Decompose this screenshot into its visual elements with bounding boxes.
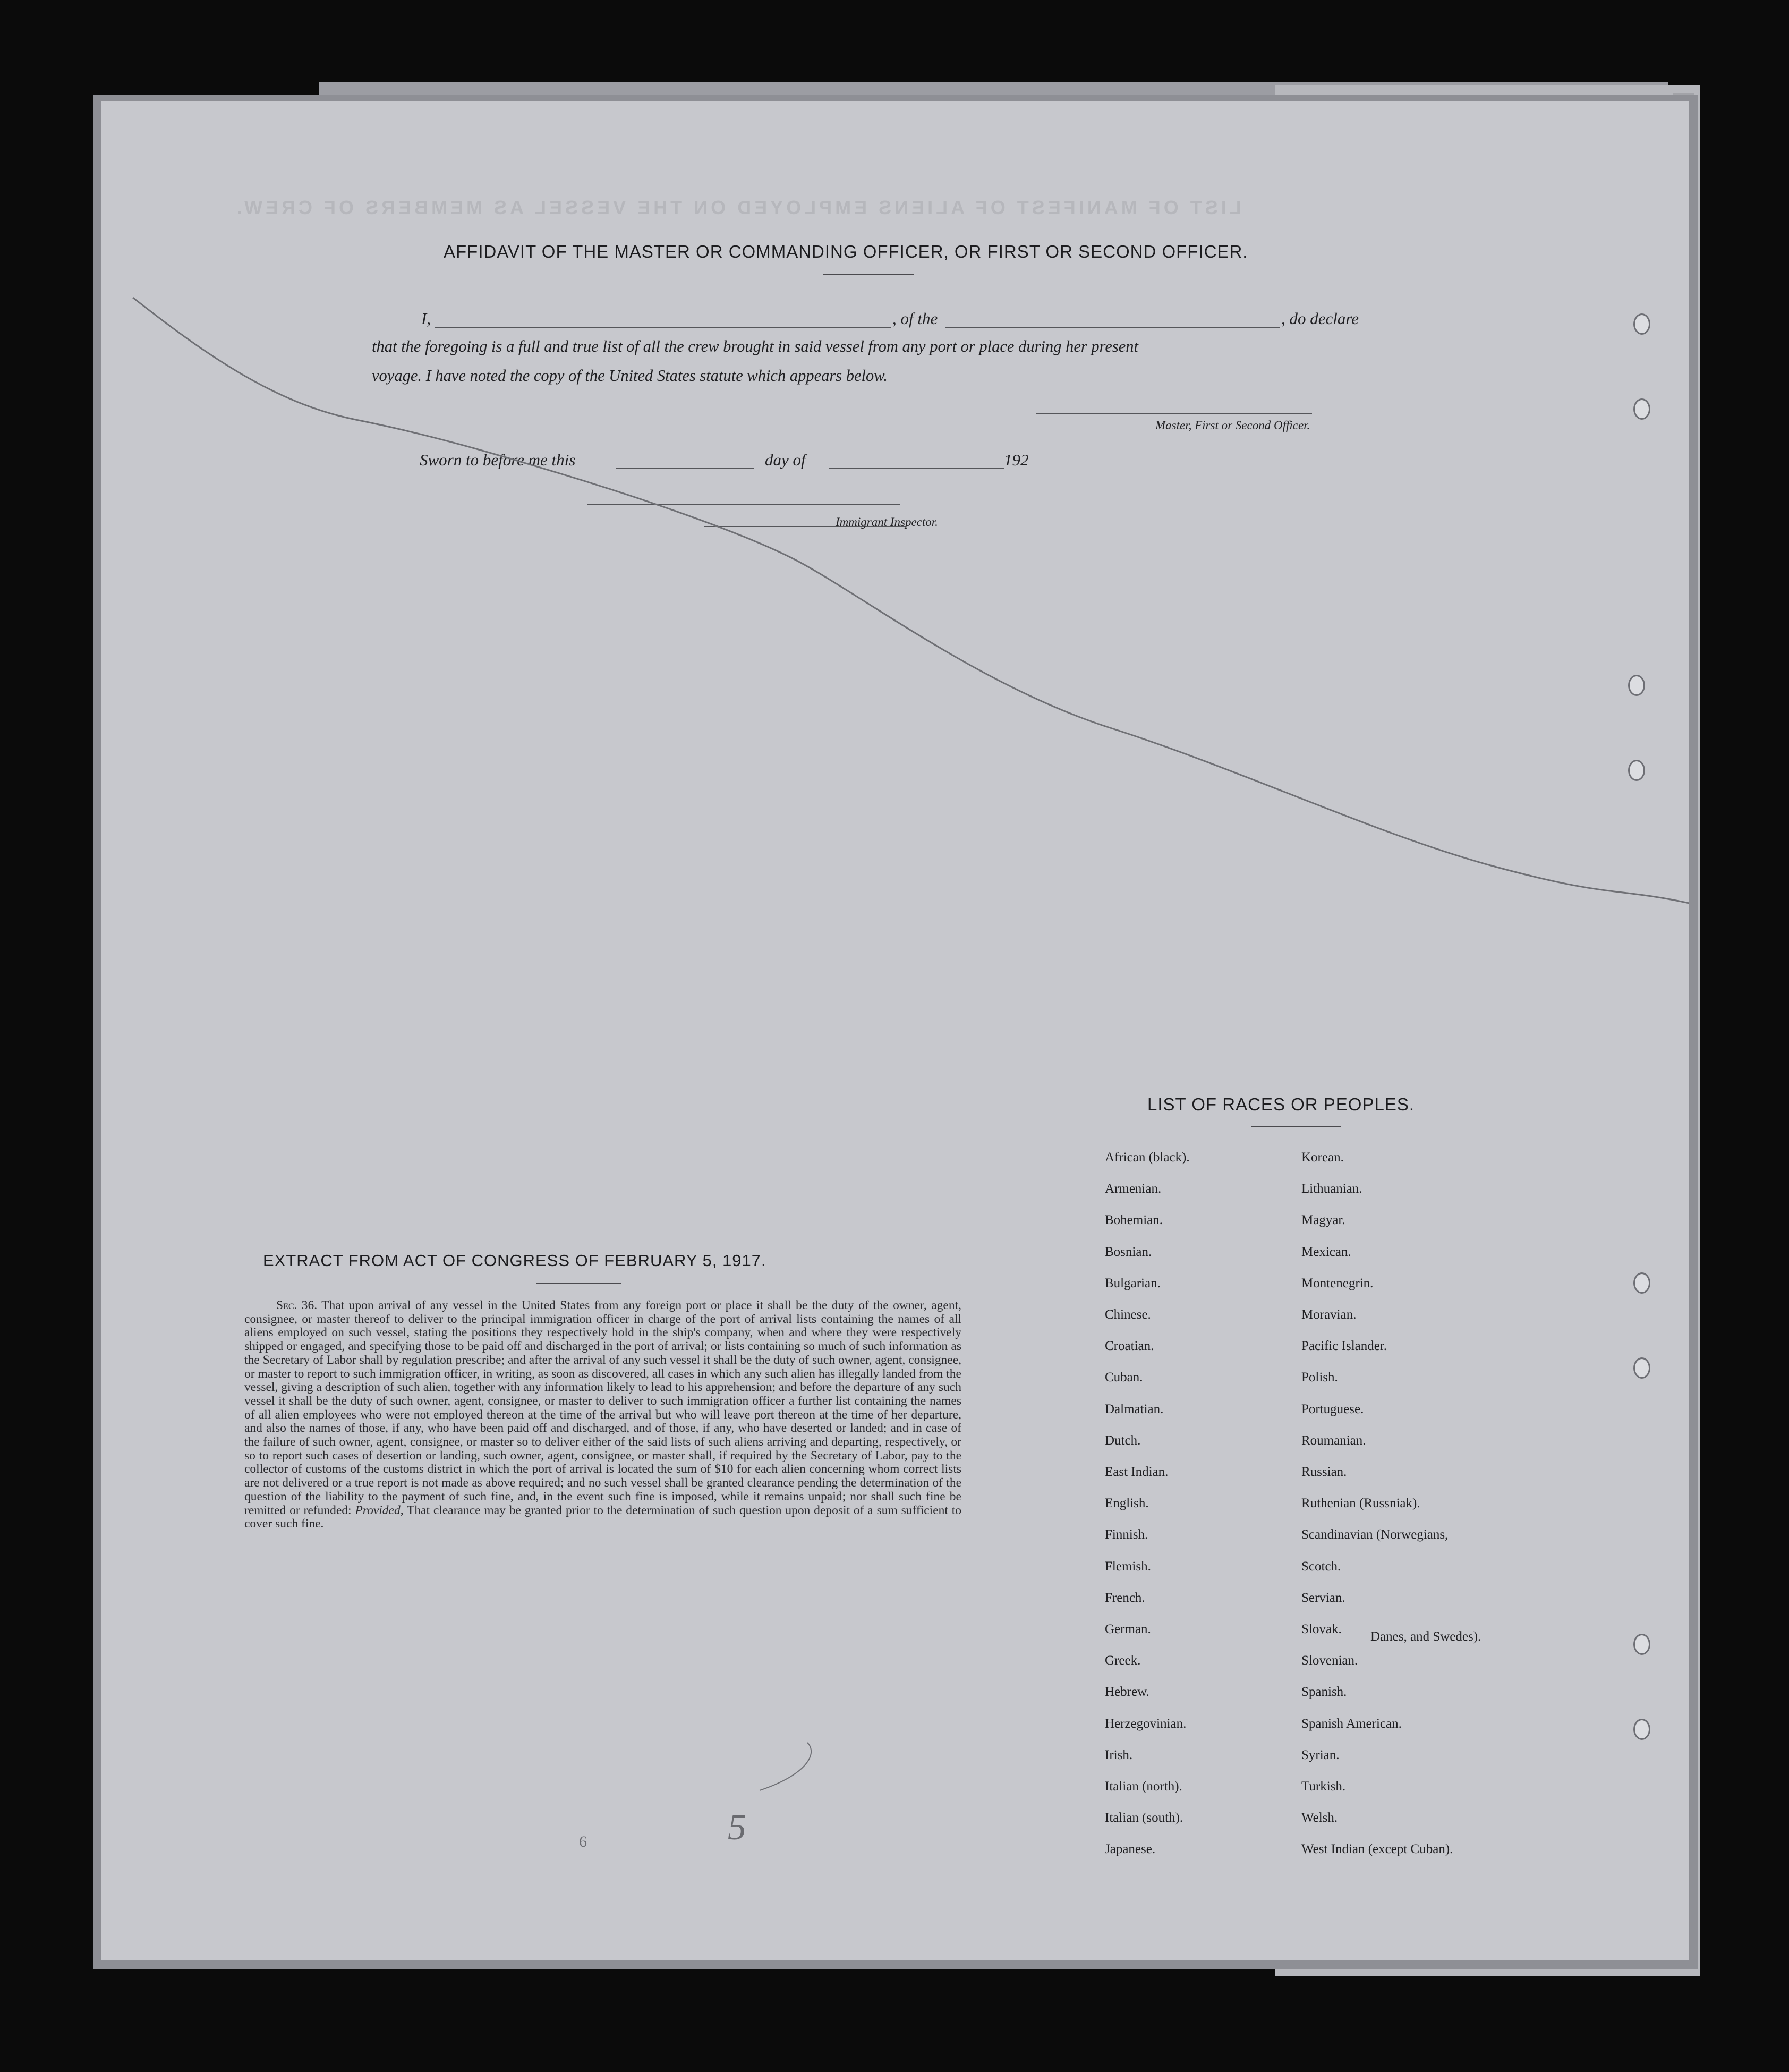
- pencil-mark: 5: [728, 1807, 746, 1848]
- binder-hole: [1633, 1272, 1650, 1294]
- race-item: Spanish.: [1301, 1685, 1347, 1700]
- race-item: Finnish.: [1105, 1527, 1148, 1542]
- race-item: Scotch.: [1301, 1559, 1341, 1574]
- bleed-through-title: LIST OF MANIFEST OF ALIENS EMPLOYED ON THE VESSEL AS MEMBERS OF CREW.: [234, 197, 1241, 218]
- race-item: German.: [1105, 1622, 1151, 1636]
- race-item: English.: [1105, 1496, 1149, 1511]
- race-item: Cuban.: [1105, 1370, 1143, 1385]
- race-item: Italian (north).: [1105, 1779, 1182, 1794]
- binder-hole: [1628, 760, 1645, 781]
- extract-provided: Provided,: [355, 1503, 404, 1517]
- extract-body-end: That clearance may be granted prior to the determination of such question upon deposit of a sum sufficient to cover such fine.: [244, 1503, 962, 1531]
- binder-hole: [1633, 313, 1650, 335]
- pencil-mark: 6: [579, 1833, 587, 1850]
- race-item: Pacific Islander.: [1301, 1339, 1387, 1354]
- binder-hole: [1633, 1634, 1650, 1655]
- race-item: Servian.: [1301, 1590, 1345, 1605]
- race-item: Lithuanian.: [1301, 1182, 1362, 1196]
- race-item: Japanese.: [1105, 1842, 1156, 1857]
- race-item: Hebrew.: [1105, 1685, 1149, 1700]
- race-item: Scandinavian (Norwegians,: [1301, 1527, 1449, 1542]
- race-item: Irish.: [1105, 1747, 1133, 1762]
- race-item: Roumanian.: [1301, 1433, 1366, 1448]
- race-item: East Indian.: [1105, 1465, 1169, 1479]
- year-prefix: 192: [1004, 451, 1029, 469]
- race-item: Montenegrin.: [1301, 1276, 1374, 1290]
- race-item: Portuguese.: [1301, 1402, 1364, 1416]
- races-title: LIST OF RACES OR PEOPLES.: [1147, 1094, 1415, 1114]
- day-of-text: day of: [765, 451, 806, 469]
- race-item: French.: [1105, 1590, 1145, 1605]
- race-item: Italian (south).: [1105, 1811, 1183, 1825]
- race-item: Bosnian.: [1105, 1244, 1152, 1259]
- race-item: African (black).: [1105, 1150, 1190, 1165]
- sworn-text: Sworn to before me this: [420, 451, 576, 469]
- manifest-page: [101, 101, 1689, 1960]
- race-item-scandinavian-cont: Danes, and Swedes).: [1370, 1629, 1481, 1644]
- race-item: Dutch.: [1105, 1433, 1141, 1448]
- race-item: Mexican.: [1301, 1244, 1351, 1259]
- extract-body-text: That upon arrival of any vessel in the United States from any foreign port or place it shall be the duty of the owner, agent, consignee, or master thereof to deliver to the principal immigration officer in charge of the port of arrival lists containing the names of all aliens employed on such vessel, stating the positions they respectively hold in the ship's company, when and where they were respectively shipped or engaged, and specifying those to be paid off and discharged in the port of arrival; or lists containing so much of such information as the Secretary of Labor shall by regulation prescribe; and after the arrival of any such vessel it shall be the duty of such owner, agent, consignee, or master to report to such immigration officer, in writing, as soon as discovered, all cases in which any such alien has illegally landed from the vessel, giving a description of such alien, together with any information likely to lead to his apprehension; and before the departure of any such vessel it shall be the duty of such owner, agent, consignee, or master to deliver to such immigration officer a further list containing the names of all alien employees who were not employed thereon at the time of the arrival but who will leave port thereon at the time of her departure, and also the names of those, if any, who have been paid off and discharged, and of those, if any, who have deserted or landed; and in case of the failure of such owner, agent, consignee, or master so to deliver either of the said lists of such aliens arriving and departing, respectively, or so to report such cases of desertion or landing, such owner, agent, consignee, or master shall, if required by the Secretary of Labor, pay to the collector of customs of the customs district in which the port of arrival is located the sum of $10 for each alien concerning whom correct lists are not delivered or a true report is not made as above required; and no such vessel shall be granted clearance pending the determination of the question of the liability to the payment of such fine, and, in the event such fine is imposed, while it remains unpaid; nor shall such fine be remitted or refunded:: [244, 1298, 961, 1517]
- affidavit-title: AFFIDAVIT OF THE MASTER OR COMMANDING OFFICER, OR FIRST OR SECOND OFFICER.: [444, 242, 1248, 261]
- binder-hole: [1633, 398, 1650, 420]
- race-item: Flemish.: [1105, 1559, 1151, 1574]
- race-item: Bohemian.: [1105, 1213, 1163, 1228]
- affidavit-line2: that the foregoing is a full and true list of all the crew brought in said vessel from any port or place during her present: [372, 337, 1139, 355]
- race-item: Greek.: [1105, 1653, 1141, 1668]
- pencil-stroke: [101, 101, 1689, 1960]
- race-item: Herzegovinian.: [1105, 1716, 1187, 1731]
- race-item: Magyar.: [1301, 1213, 1345, 1228]
- affidavit-i: I,: [421, 309, 431, 328]
- race-item: Ruthenian (Russniak).: [1301, 1496, 1420, 1511]
- binder-hole: [1628, 675, 1645, 696]
- race-item: Korean.: [1301, 1150, 1344, 1165]
- inspector-caption: Immigrant Inspector.: [836, 515, 938, 529]
- race-item: West Indian (except Cuban).: [1301, 1842, 1453, 1857]
- affidavit-of-the: , of the: [892, 309, 938, 328]
- race-item: Croatian.: [1105, 1339, 1154, 1354]
- race-item: Moravian.: [1301, 1307, 1357, 1322]
- race-item: Welsh.: [1301, 1811, 1338, 1825]
- race-item: Dalmatian.: [1105, 1402, 1164, 1416]
- master-caption: Master, First or Second Officer.: [1155, 419, 1310, 432]
- extract-sec-label: Sec. 36.: [276, 1298, 318, 1312]
- race-item: Syrian.: [1301, 1747, 1340, 1762]
- race-item: Armenian.: [1105, 1182, 1162, 1196]
- binder-hole: [1633, 1719, 1650, 1740]
- race-item: Turkish.: [1301, 1779, 1346, 1794]
- race-item: Bulgarian.: [1105, 1276, 1161, 1290]
- race-item: Spanish American.: [1301, 1716, 1402, 1731]
- race-item: Russian.: [1301, 1465, 1347, 1479]
- race-item: Slovak.: [1301, 1622, 1342, 1636]
- race-item: Polish.: [1301, 1370, 1338, 1385]
- extract-title: EXTRACT FROM ACT OF CONGRESS OF FEBRUARY 5, 1917.: [263, 1251, 766, 1270]
- affidavit-declare: , do declare: [1281, 309, 1359, 328]
- race-item: Slovenian.: [1301, 1653, 1358, 1668]
- affidavit-line3: voyage. I have noted the copy of the United States statute which appears below.: [372, 367, 888, 385]
- binder-hole: [1633, 1357, 1650, 1379]
- race-item: Chinese.: [1105, 1307, 1151, 1322]
